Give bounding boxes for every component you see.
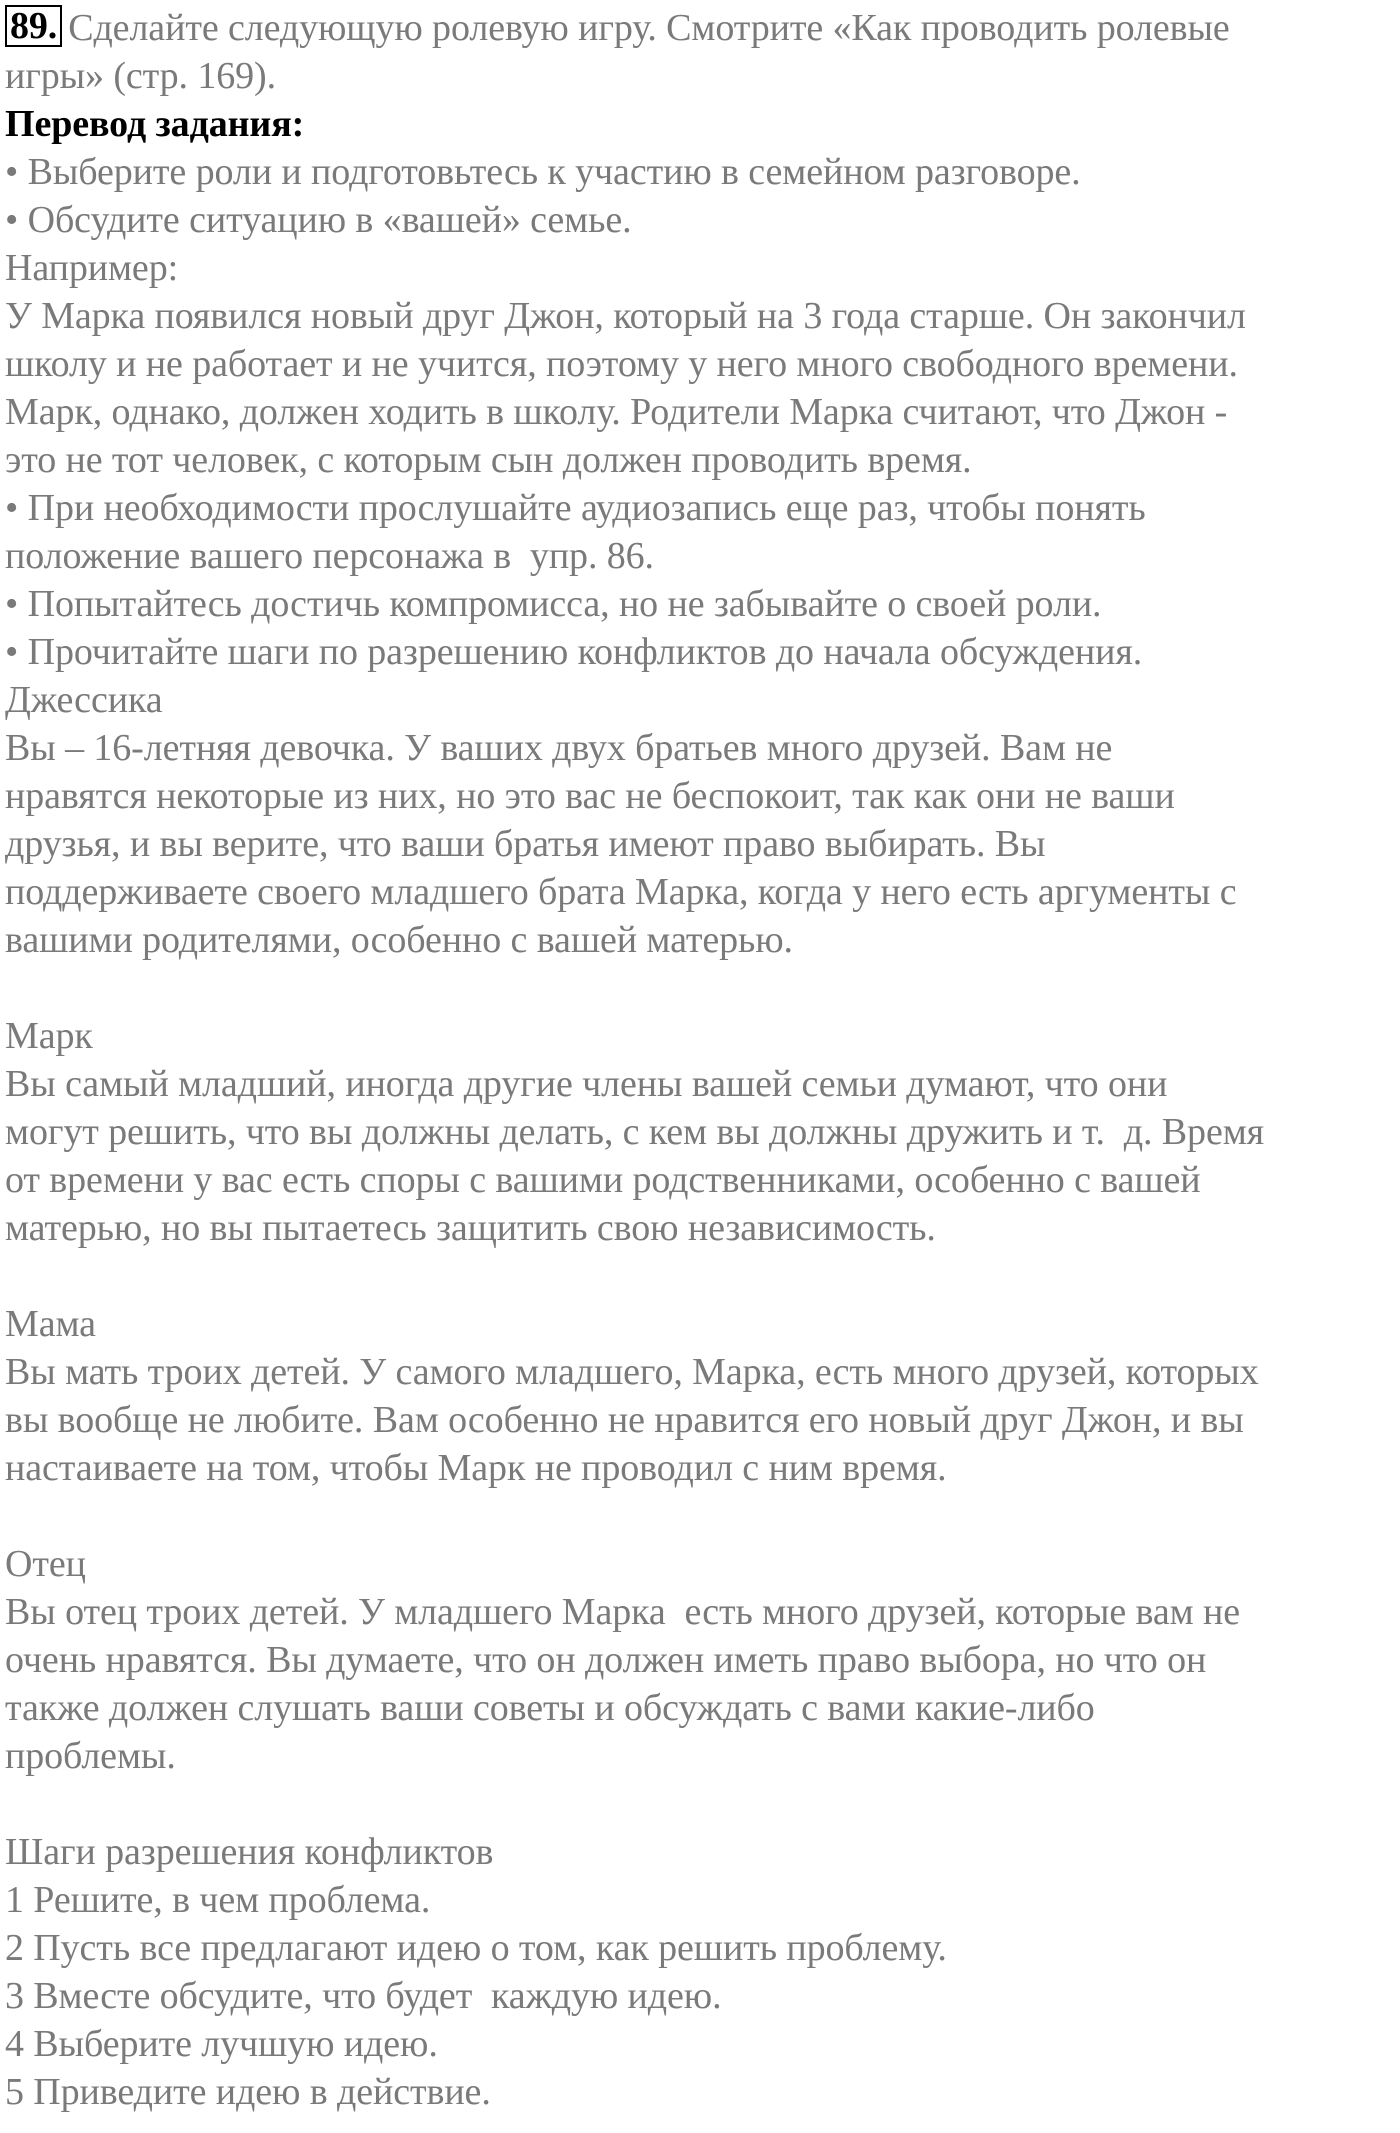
role-line: от времени у вас есть споры с вашими родственниками, особенно с вашей (5, 1159, 1201, 1201)
step-item: 2 Пусть все предлагают идею о том, как решить проблему. (5, 1927, 947, 1969)
role-line: Вы самый младший, иногда другие члены вашей семьи думают, что они (5, 1063, 1168, 1105)
role-line: очень нравятся. Вы думаете, что он должен иметь право выбора, но что он (5, 1639, 1207, 1681)
role-line: поддерживаете своего младшего брата Марка, когда у него есть аргументы с (5, 871, 1237, 913)
step-item: 1 Решите, в чем проблема. (5, 1879, 431, 1921)
bullet-line: • Прочитайте шаги по разрешению конфликтов до начала обсуждения. (5, 631, 1143, 673)
example-label: Например: (5, 247, 179, 289)
role-line: вы вообще не любите. Вам особенно не нравится его новый друг Джон, и вы (5, 1399, 1244, 1441)
spacer (5, 1252, 1397, 1300)
spacer (5, 1492, 1397, 1540)
bullet-line: • При необходимости прослушайте аудиозапись еще раз, чтобы понять (5, 487, 1146, 529)
role-line: могут решить, что вы должны делать, с кем вы должны дружить и т. д. Время (5, 1111, 1265, 1153)
role-line: Вы отец троих детей. У младшего Марка есть много друзей, которые вам не (5, 1591, 1240, 1633)
bullet-choose-roles: • Выберите роли и подготовьтесь к участию в семейном разговоре. (5, 151, 1081, 193)
example-line: Марк, однако, должен ходить в школу. Родители Марка считают, что Джон - (5, 391, 1228, 433)
step-item: 3 Вместе обсудите, что будет каждую идею. (5, 1975, 722, 2017)
example-line: школу и не работает и не учится, поэтому у него много свободного времени. (5, 343, 1238, 385)
exercise-intro-line-1 (5, 4, 1397, 52)
role-line: Вы мать троих детей. У самого младшего, Марка, есть много друзей, которых (5, 1351, 1259, 1393)
role-line: проблемы. (5, 1735, 176, 1777)
steps-title: Шаги разрешения конфликтов (5, 1831, 494, 1873)
exercise-intro-text: Сделайте следующую ролевую игру. Смотрите «Как проводить ролевые (68, 7, 1230, 49)
role-name-father: Отец (5, 1543, 86, 1585)
exercise-page (5, 4, 1397, 2116)
bullet-line: • Попытайтесь достичь компромисса, но не забывайте о своей роли. (5, 583, 1102, 625)
spacer (5, 1780, 1397, 1828)
role-line: друзья, и вы верите, что ваши братья имеют право выбирать. Вы (5, 823, 1046, 865)
step-item: 4 Выберите лучшую идею. (5, 2023, 438, 2065)
role-line: Вы – 16-летняя девочка. У ваших двух братьев много друзей. Вам не (5, 727, 1113, 769)
role-line: нравятся некоторые из них, но это вас не беспокоит, так как они не ваши (5, 775, 1175, 817)
bullet-discuss-situation: • Обсудите ситуацию в «вашей» семье. (5, 199, 632, 241)
example-line: У Марка появился новый друг Джон, который на 3 года старше. Он закончил (5, 295, 1246, 337)
translation-title: Перевод задания: (5, 103, 305, 145)
bullet-line: положение вашего персонажа в упр. 86. (5, 535, 654, 577)
exercise-intro-line-2: игры» (стр. 169). (5, 55, 276, 97)
role-line: вашими родителями, особенно с вашей матерью. (5, 919, 793, 961)
role-name-jessica: Джессика (5, 679, 163, 721)
role-name-mom: Мама (5, 1303, 96, 1345)
role-line: матерью, но вы пытаетесь защитить свою независимость. (5, 1207, 936, 1249)
role-line: настаиваете на том, чтобы Марк не проводил с ним время. (5, 1447, 947, 1489)
exercise-number: 89. (5, 5, 62, 47)
step-item: 5 Приведите идею в действие. (5, 2071, 491, 2113)
role-line: также должен слушать ваши советы и обсуждать с вами какие-либо (5, 1687, 1095, 1729)
role-name-mark: Марк (5, 1015, 93, 1057)
spacer (5, 964, 1397, 1012)
example-line: это не тот человек, с которым сын должен проводить время. (5, 439, 972, 481)
